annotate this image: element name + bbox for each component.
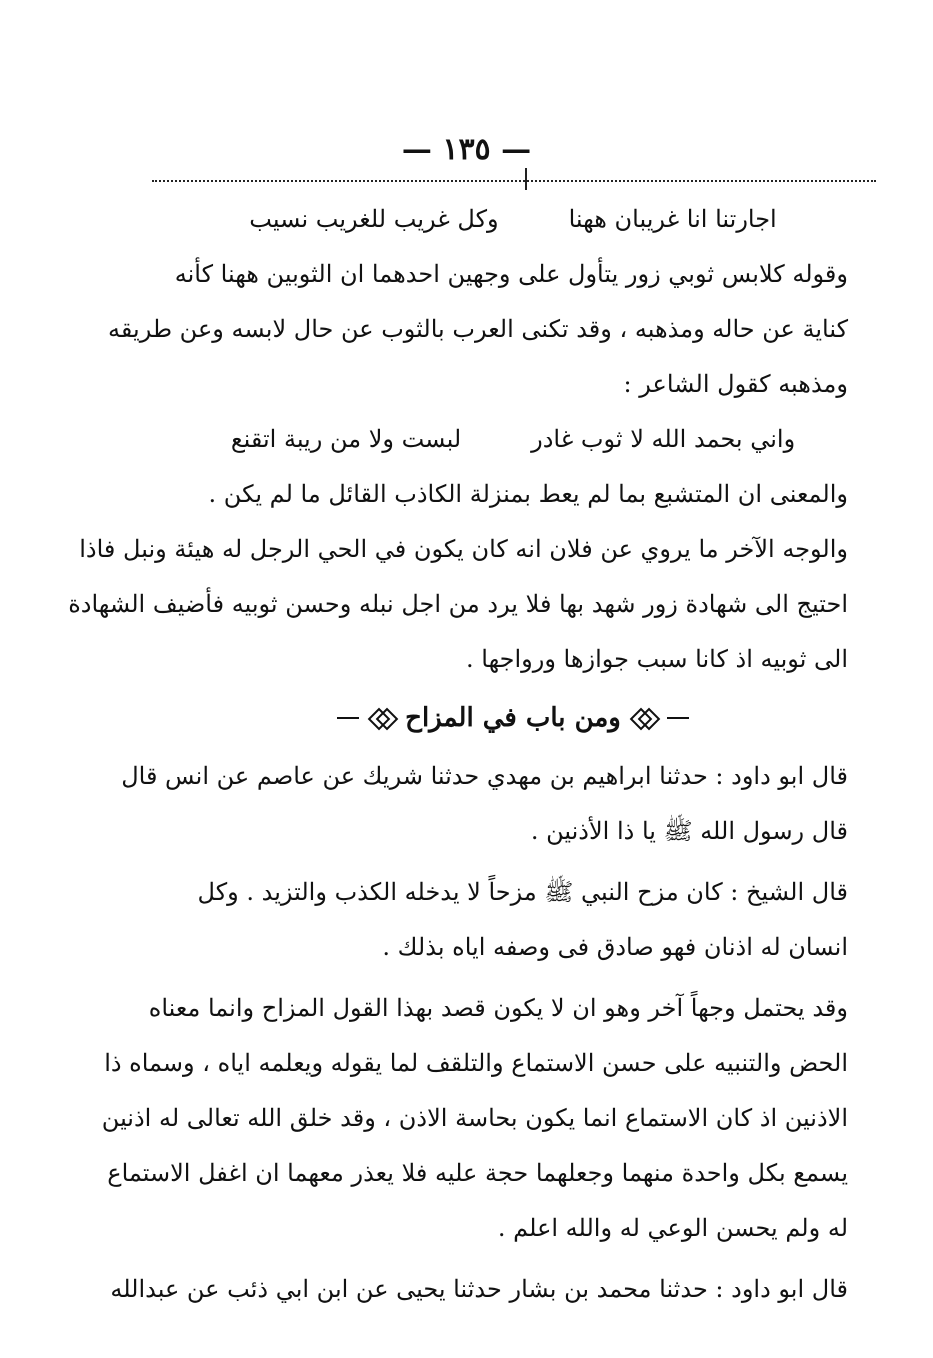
verse-hemistich: وكل غريب للغريب نسيب: [249, 205, 499, 233]
text-line: الحض والتنبيه على حسن الاستماع والتلقف لما يقوله ويعلمه اياه ، وسماه ذا: [104, 1049, 848, 1077]
text-line: وقوله كلابس ثوبي زور يتأول على وجهين احدهما ان الثوبين ههنا كأنه: [174, 260, 848, 288]
text-line: والمعنى ان المتشبع بما لم يعط بمنزلة الكاذب القائل ما لم يكن .: [208, 480, 848, 508]
verse-hemistich: لبست ولا من ريبة اتقنع: [230, 425, 462, 453]
section-heading: [178, 687, 848, 749]
text-line: ومذهبه كقول الشاعر :: [623, 370, 848, 398]
text-line: الاذنين اذ كان الاستماع انما يكون بحاسة الاذن ، وقد خلق الله تعالى له اذنين: [101, 1104, 848, 1132]
heading-dash: [667, 717, 689, 719]
text-line: له ولم يحسن الوعي له والله اعلم .: [497, 1214, 848, 1242]
section-heading-text: ومن باب في المزاح: [405, 702, 621, 733]
header-rule: [152, 180, 876, 182]
verse-hemistich: واني بحمد الله لا ثوب غادر: [531, 425, 796, 453]
text-line: يسمع بكل واحدة منهما وجعلهما حجة عليه فلا يعذر معهما ان اغفل الاستماع: [107, 1159, 848, 1187]
verse-hemistich: اجارتنا انا غريبان ههنا: [568, 205, 777, 233]
text-line: انسان له اذنان فهو صادق فى وصفه اياه بذلك .: [382, 933, 848, 961]
text-line: والوجه الآخر ما يروي عن فلان انه كان يكون في الحي الرجل له هيئة ونبل فاذا: [79, 535, 848, 563]
page-number: — ١٣٥ —: [401, 132, 532, 167]
verse: [178, 192, 848, 247]
text-line: قال الشيخ : كان مزح النبي ﷺ مزحاً لا يدخله الكذب والتزيد . وكل: [197, 878, 848, 906]
text-line: قال رسول الله ﷺ يا ذا الأذنين .: [530, 817, 848, 845]
text-line: كناية عن حاله ومذهبه ، وقد تكنى العرب بالثوب عن حال لابسه وعن طريقه: [108, 315, 848, 343]
text-line: احتيج الى شهادة زور شهد بها فلا يرد من اجل نبله وحسن ثوبيه فأضيف الشهادة: [68, 590, 848, 618]
heading-dash: [337, 717, 359, 719]
text-line: وقد يحتمل وجهاً آخر وهو ان لا يكون قصد بهذا القول المزاح وانما معناه: [148, 994, 848, 1022]
page-body: [68, 192, 848, 1317]
verse: [178, 412, 848, 467]
ornament-icon: [369, 708, 395, 728]
text-line: قال ابو داود : حدثنا ابراهيم بن مهدي حدثنا شريك عن عاصم عن انس قال: [121, 762, 848, 790]
ornament-icon: [631, 708, 657, 728]
header-rule-mark: [525, 168, 539, 190]
text-line: الى ثوبيه اذ كانا سبب جوازها ورواجها .: [466, 645, 848, 673]
text-line: قال ابو داود : حدثنا محمد بن بشار حدثنا يحيى عن ابن ابي ذئب عن عبدالله: [110, 1275, 848, 1303]
